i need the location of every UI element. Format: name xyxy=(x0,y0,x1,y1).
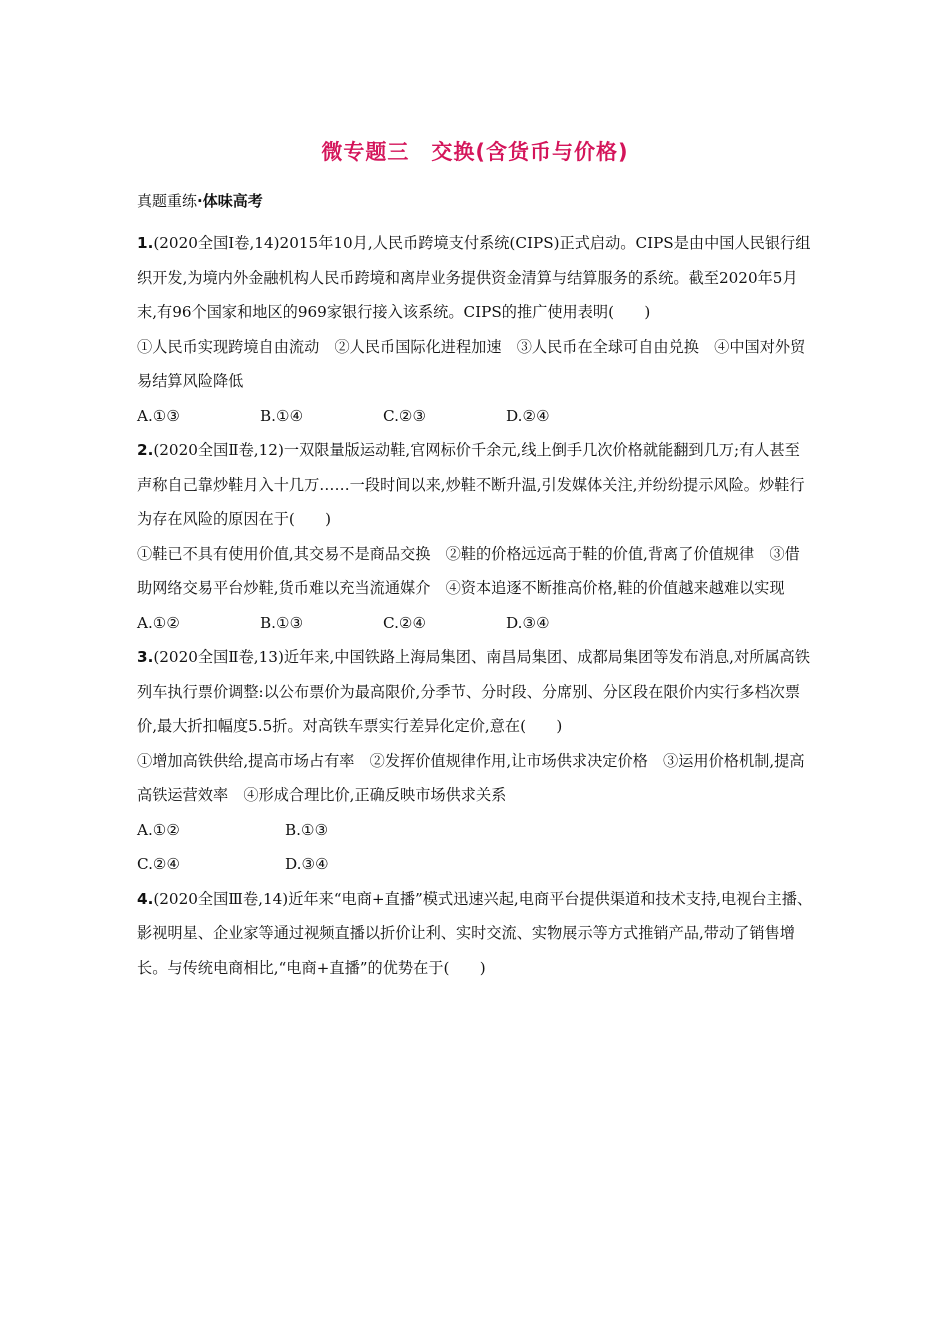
question-1 xyxy=(137,226,813,433)
question-text: (2020全国Ⅱ卷,13)近年来,中国铁路上海局集团、南昌局集团、成都局集团等发布消息,对所属高铁列车执行票价调整:以公布票价为最高限价,分季节、分时段、分席别、分区段在限价内实行多档次票价,最大折扣幅度5.5折。对高铁车票实行差异化定价,意在( ) xyxy=(137,648,810,735)
choice-b[interactable]: B.①③ xyxy=(260,613,304,632)
question-4 xyxy=(137,882,813,986)
choice-a[interactable]: A.①② xyxy=(137,613,181,632)
question-number: 3. xyxy=(137,648,154,666)
section-subtitle: 体味高考 xyxy=(202,192,263,210)
question-statements: ①人民币实现跨境自由流动 ②人民币国际化进程加速 ③人民币在全球可自由兑换 ④中国对外贸易结算风险降低 xyxy=(137,337,806,390)
choice-b[interactable]: B.①④ xyxy=(260,406,304,425)
question-number: 4. xyxy=(137,889,154,908)
section-label: 真题重练 xyxy=(137,192,198,210)
question-stem xyxy=(137,882,813,986)
question-stem xyxy=(137,226,813,330)
choice-c[interactable]: C.②④ xyxy=(383,613,427,632)
question-number: 1. xyxy=(137,234,154,252)
question-2 xyxy=(137,433,813,640)
question-statements: ①鞋已不具有使用价值,其交易不是商品交换 ②鞋的价格远远高于鞋的价值,背离了价值规律 ③借助网络交易平台炒鞋,货币难以充当流通媒介 ④资本追逐不断推高价格,鞋的价值越来越难以实现 xyxy=(137,544,800,597)
choice-c[interactable]: C.②④ xyxy=(137,855,181,873)
question-number: 2. xyxy=(137,441,154,459)
question-stem xyxy=(137,433,813,537)
question-stem xyxy=(137,640,813,744)
choice-d[interactable]: D.②④ xyxy=(506,406,550,425)
question-list xyxy=(137,226,813,985)
section-dot: · xyxy=(197,192,203,210)
question-text: (2020全国Ⅱ卷,12)一双限量版运动鞋,官网标价千余元,线上倒手几次价格就能翻到几万;有人甚至声称自己靠炒鞋月入十几万……一段时间以来,炒鞋不断升温,引发媒体关注,并纷纷提示风险。炒鞋行为存在风险的原因在于( ) xyxy=(137,441,805,528)
question-text: (2020全国Ⅲ卷,14)近年来“电商+直播”模式迅速兴起,电商平台提供渠道和技术支持,电视台主播、影视明星、企业家等通过视频直播以折价让利、实时交流、实物展示等方式推销产品,带动了销售增长。与传统电商相比,“电商+直播”的优势在于( ) xyxy=(137,889,813,977)
answer-choices xyxy=(137,606,813,641)
choice-c[interactable]: C.②③ xyxy=(383,406,427,425)
answer-choices xyxy=(137,399,813,434)
answer-choices-row-2 xyxy=(137,847,813,882)
question-3 xyxy=(137,640,813,882)
choice-a[interactable]: A.①② xyxy=(137,820,181,839)
choice-a[interactable]: A.①③ xyxy=(137,406,181,425)
section-heading xyxy=(137,190,263,211)
choice-d[interactable]: D.③④ xyxy=(285,855,329,873)
question-text: (2020全国Ⅰ卷,14)2015年10月,人民币跨境支付系统(CIPS)正式启动。CIPS是由中国人民银行组织开发,为境内外金融机构人民币跨境和离岸业务提供资金清算与结算服务的系统。截至2020年5月末,有96个国家和地区的969家银行接入该系统。CIPS的推广使用表明( ) xyxy=(137,234,811,321)
choice-d[interactable]: D.③④ xyxy=(506,613,550,632)
question-statements: ①增加高铁供给,提高市场占有率 ②发挥价值规律作用,让市场供求决定价格 ③运用价格机制,提高高铁运营效率 ④形成合理比价,正确反映市场供求关系 xyxy=(137,751,805,804)
choice-b[interactable]: B.①③ xyxy=(285,820,329,839)
page-title: 微专题三 交换(含货币与价格) xyxy=(321,140,629,164)
answer-choices-row-1 xyxy=(137,813,813,848)
